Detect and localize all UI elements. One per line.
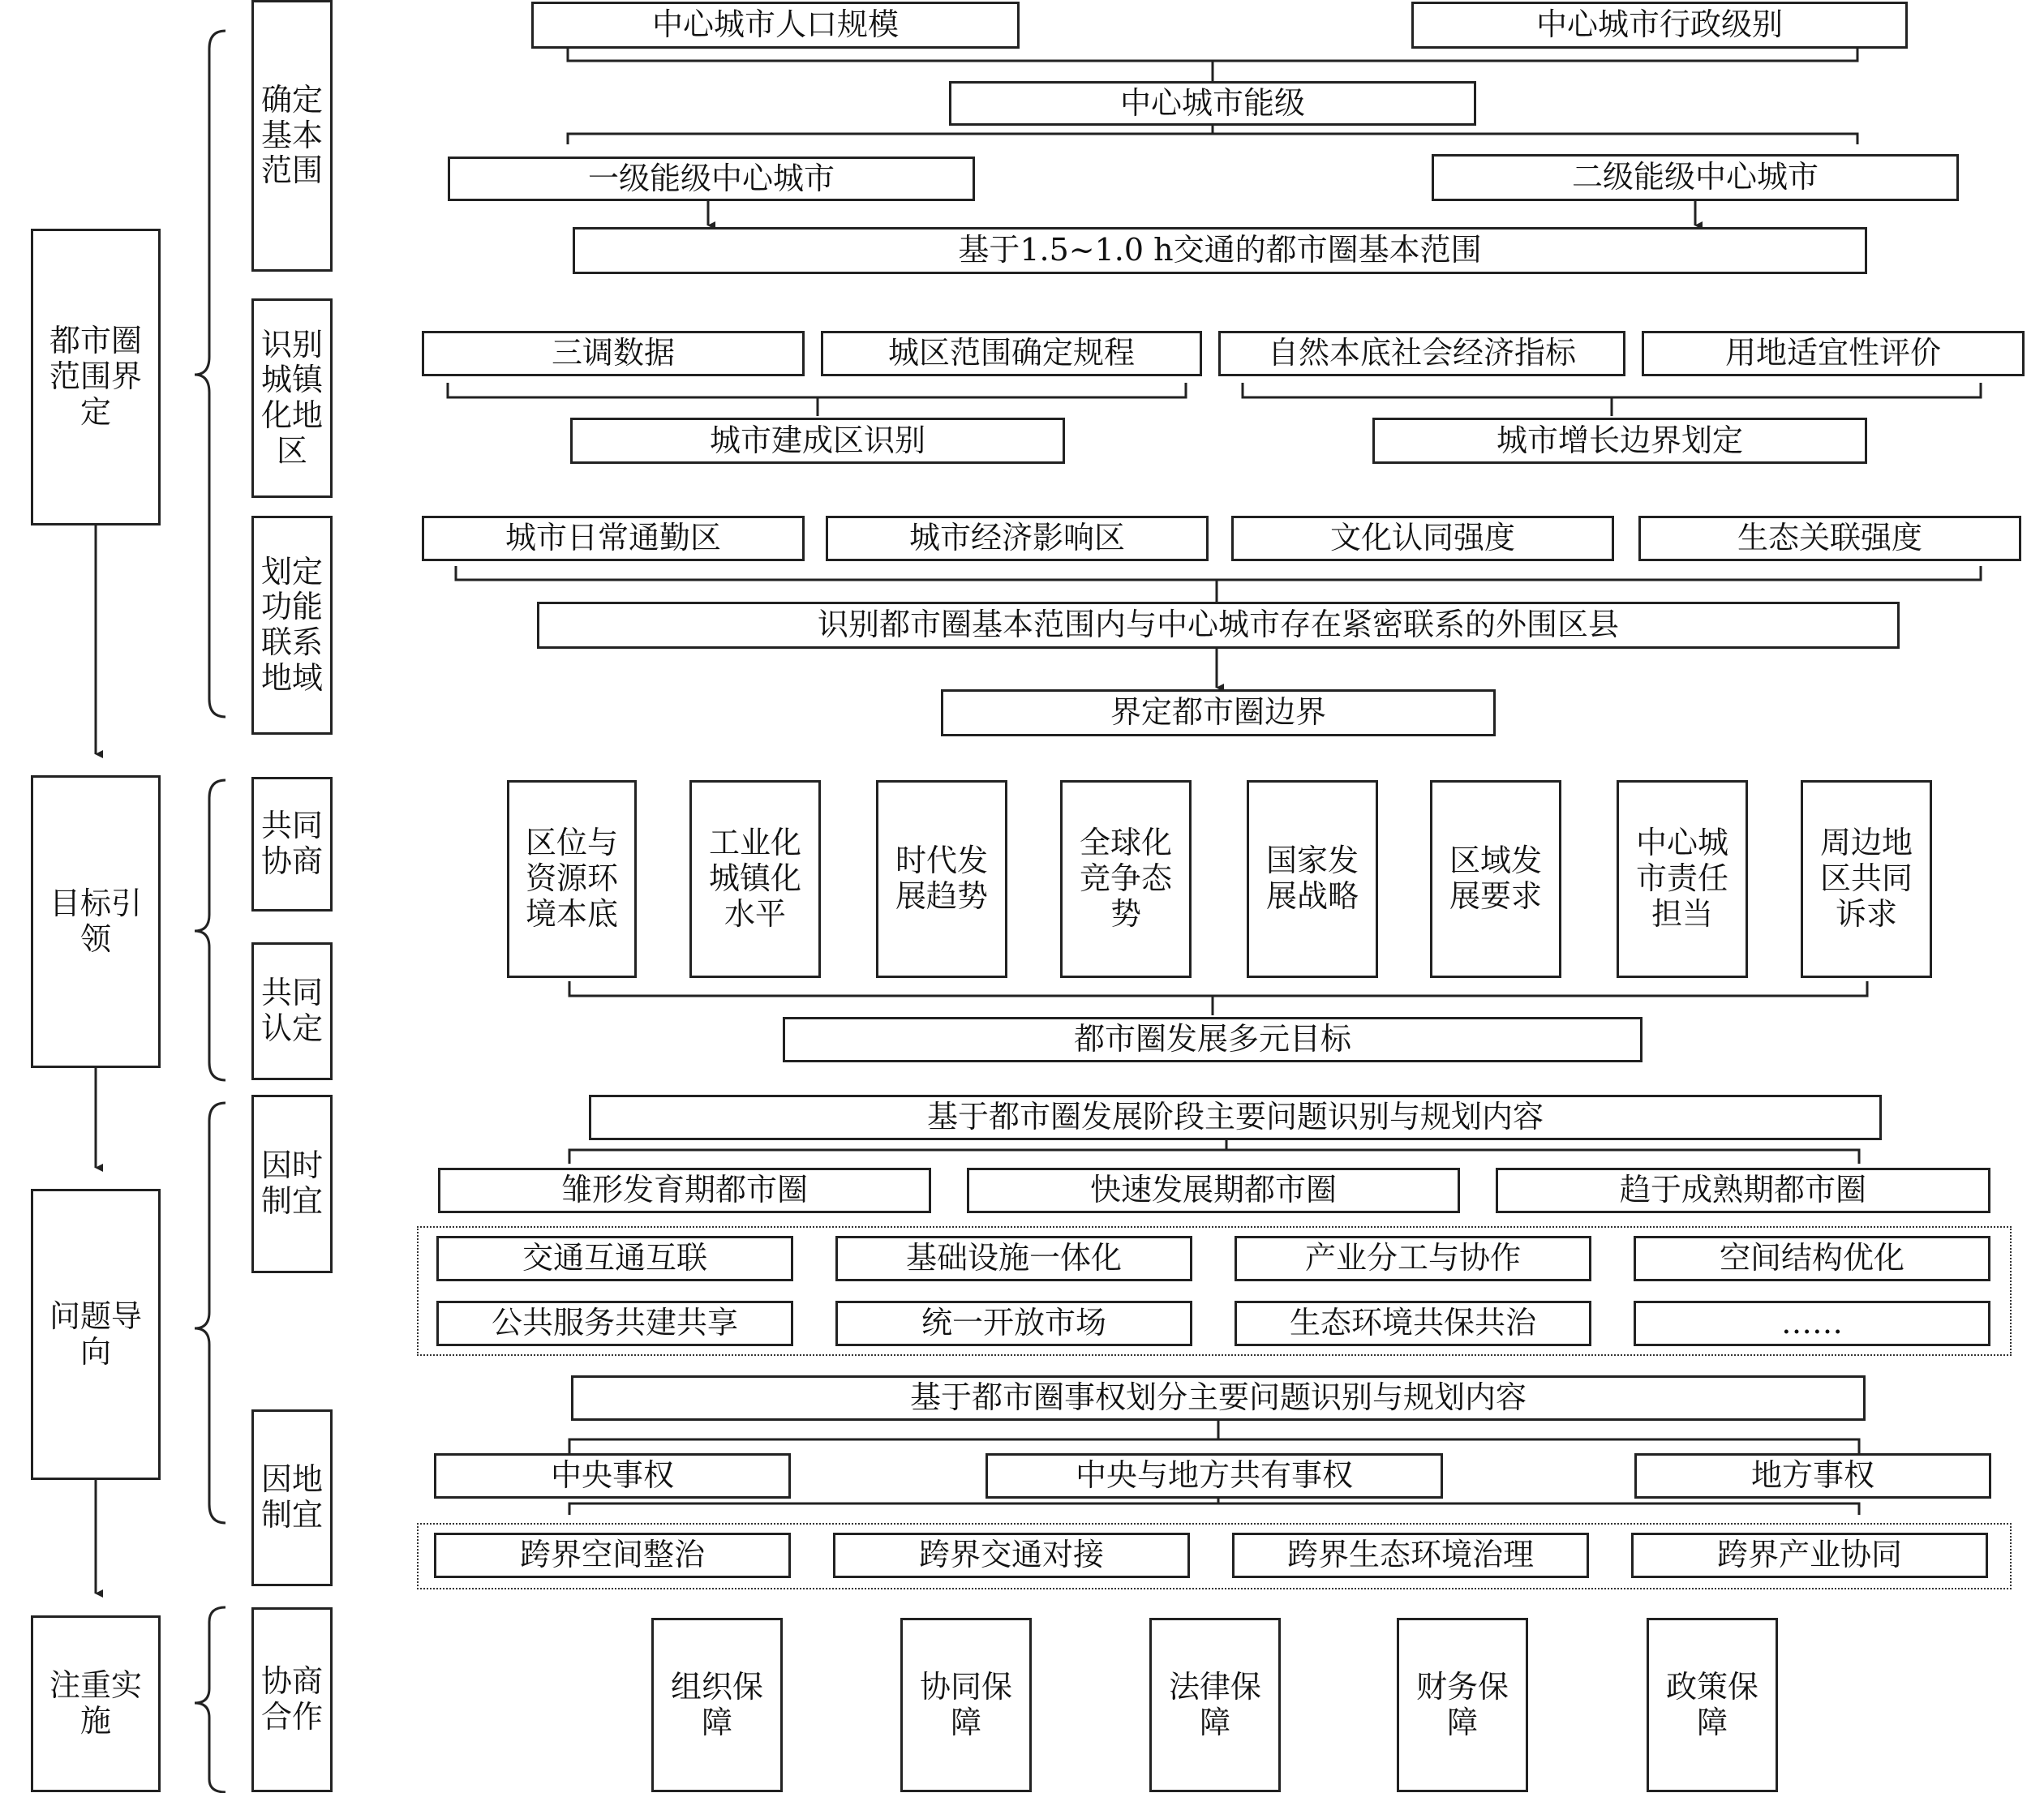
guarantee-organization: 组织保障: [651, 1618, 783, 1792]
content-public-service: 公共服务共建共享: [436, 1301, 793, 1346]
node-func-culture: 文化认同强度: [1231, 516, 1614, 561]
factor-peripheral-demand: 周边地区共同诉求: [1801, 780, 1932, 978]
substep-basic-range: 确定基本范围: [251, 0, 333, 272]
content-infrastructure: 基础设施一体化: [835, 1236, 1192, 1281]
content-ellipsis: ……: [1634, 1301, 1990, 1346]
factor-location-resource: 区位与资源环境本底: [507, 780, 637, 978]
node-func-economy: 城市经济影响区: [826, 516, 1209, 561]
node-data-socioeco: 自然本底社会经济指标: [1218, 331, 1625, 376]
node-level2-city: 二级能级中心城市: [1432, 154, 1959, 201]
factor-industrialization: 工业化城镇化水平: [689, 780, 821, 978]
node-identify-counties: 识别都市圈基本范围内与中心城市存在紧密联系的外围区县: [537, 602, 1900, 649]
node-data-survey: 三调数据: [422, 331, 805, 376]
stage-label: 问题导向: [49, 1298, 142, 1370]
node-phase-embryonic: 雏形发育期都市圈: [438, 1168, 931, 1213]
factor-globalization: 全球化竞争态势: [1060, 780, 1192, 978]
guarantee-policy: 政策保障: [1647, 1618, 1778, 1792]
node-power-central: 中央事权: [434, 1453, 791, 1499]
guarantee-legal: 法律保障: [1149, 1618, 1281, 1792]
factor-regional-requirement: 区域发展要求: [1430, 780, 1561, 978]
content-industry: 产业分工与协作: [1235, 1236, 1591, 1281]
stage-label: 目标引领: [49, 885, 142, 957]
substep-functional-area: 划定功能联系地域: [251, 516, 333, 735]
node-power-local: 地方事权: [1634, 1453, 1991, 1499]
stage-implementation: [31, 1615, 161, 1792]
guarantee-coordination: 协同保障: [900, 1618, 1032, 1792]
factor-era-trend: 时代发展趋势: [876, 780, 1007, 978]
substep-time-adapt: 因时制宜: [251, 1095, 333, 1273]
substep-joint-consult: 共同协商: [251, 777, 333, 912]
content-ecology: 生态环境共保共治: [1235, 1301, 1591, 1346]
node-power-problems-title: 基于都市圈事权划分主要问题识别与规划内容: [571, 1375, 1866, 1421]
stage-goal-guidance: [31, 775, 161, 1068]
content-open-market: 统一开放市场: [835, 1301, 1192, 1346]
stage-label: 注重实施: [49, 1667, 142, 1739]
stage-range-definition: [31, 229, 161, 525]
stage-label: 都市圈范围界定: [49, 323, 142, 430]
node-func-commute: 城市日常通勤区: [422, 516, 805, 561]
cross-ecology: 跨界生态环境治理: [1232, 1533, 1589, 1578]
node-func-ecology: 生态关联强度: [1638, 516, 2021, 561]
content-spatial: 空间结构优化: [1634, 1236, 1990, 1281]
node-define-boundary: 界定都市圈边界: [941, 689, 1496, 736]
node-stage-problems-title: 基于都市圈发展阶段主要问题识别与规划内容: [589, 1095, 1882, 1140]
substep-place-adapt: 因地制宜: [251, 1409, 333, 1586]
cross-industry: 跨界产业协同: [1631, 1533, 1988, 1578]
node-admin-level: 中心城市行政级别: [1411, 2, 1908, 49]
node-city-level: 中心城市能级: [949, 81, 1476, 126]
node-pop-scale: 中心城市人口规模: [531, 2, 1020, 49]
cross-transport: 跨界交通对接: [833, 1533, 1190, 1578]
node-level1-city: 一级能级中心城市: [448, 157, 975, 201]
node-multi-goals: 都市圈发展多元目标: [783, 1017, 1642, 1062]
node-data-urban-rule: 城区范围确定规程: [821, 331, 1202, 376]
node-growth-boundary: 城市增长边界划定: [1372, 418, 1867, 464]
factor-national-strategy: 国家发展战略: [1247, 780, 1378, 978]
node-phase-mature: 趋于成熟期都市圈: [1496, 1168, 1990, 1213]
cross-space: 跨界空间整治: [434, 1533, 791, 1578]
substep-cooperation: 协商合作: [251, 1607, 333, 1792]
node-built-area: 城市建成区识别: [570, 418, 1065, 464]
content-transport: 交通互通互联: [436, 1236, 793, 1281]
node-basic-range: 基于1.5~1.0 h交通的都市圈基本范围: [573, 227, 1867, 274]
factor-central-responsibility: 中心城市责任担当: [1617, 780, 1748, 978]
guarantee-finance: 财务保障: [1397, 1618, 1528, 1792]
node-phase-rapid: 快速发展期都市圈: [967, 1168, 1460, 1213]
node-data-suitability: 用地适宜性评价: [1642, 331, 2025, 376]
node-power-shared: 中央与地方共有事权: [986, 1453, 1443, 1499]
stage-problem-oriented: [31, 1189, 161, 1480]
substep-joint-confirm: 共同认定: [251, 942, 333, 1080]
substep-urban-area: 识别城镇化地区: [251, 298, 333, 498]
